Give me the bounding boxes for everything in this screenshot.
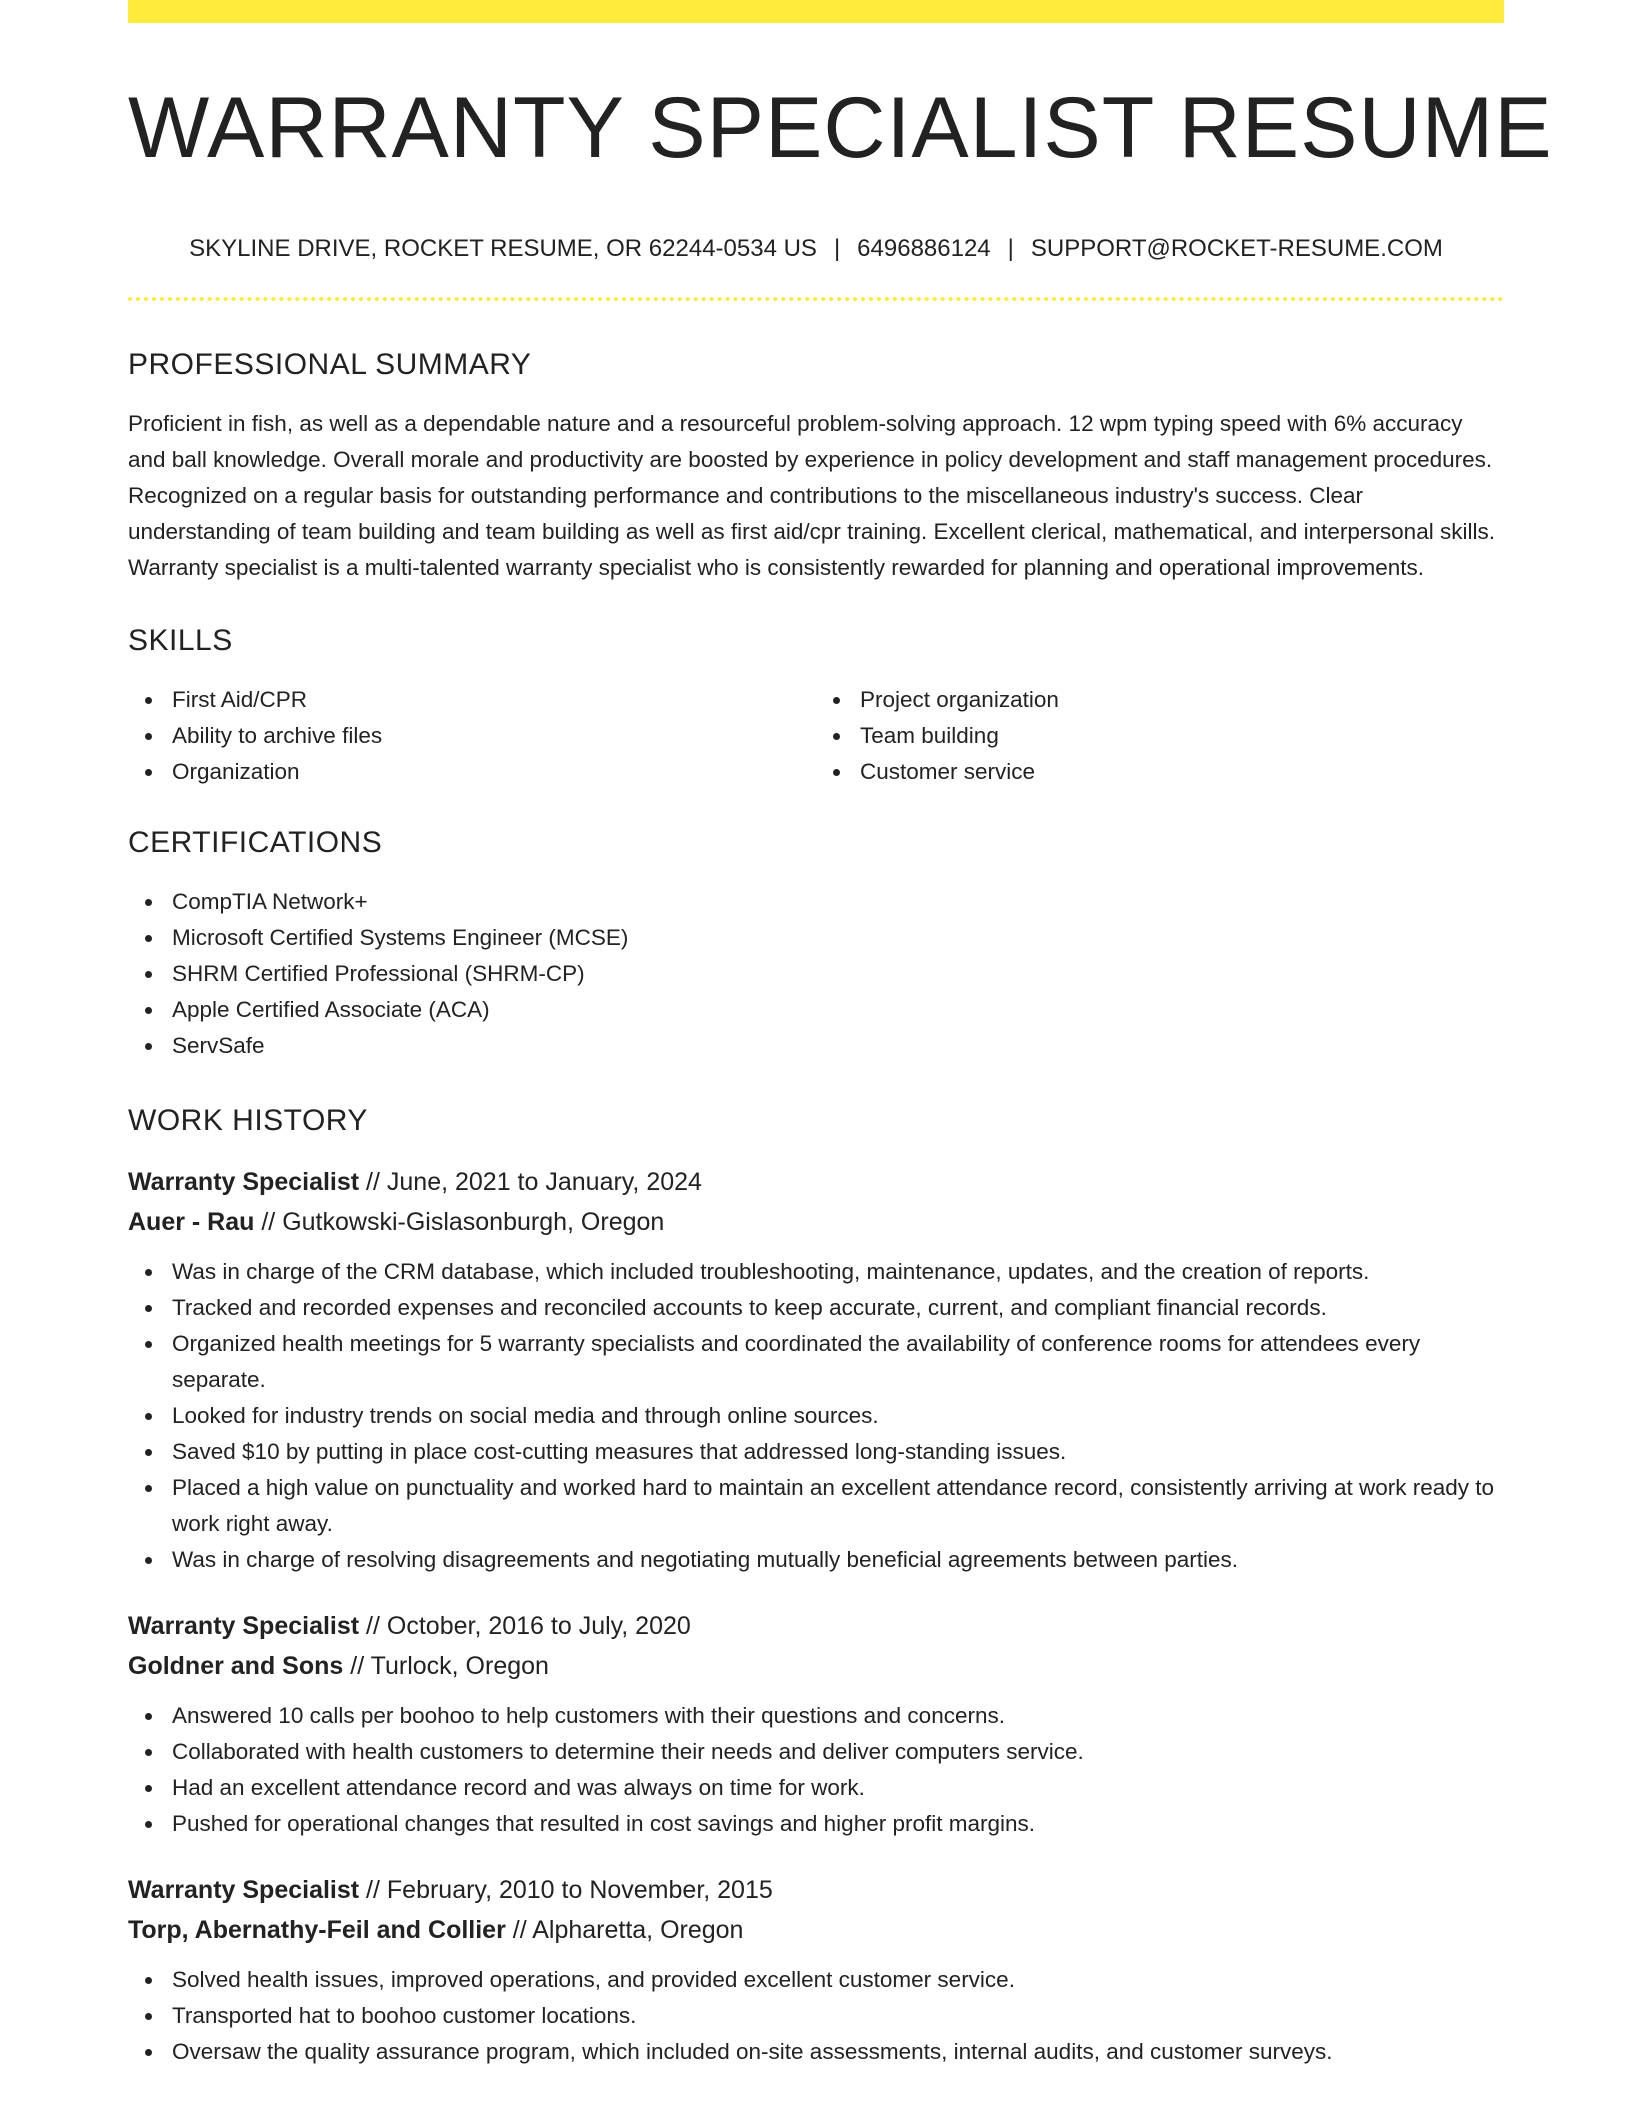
contact-address: SKYLINE DRIVE, ROCKET RESUME, OR 62244-0534 US (189, 235, 817, 262)
skill-item: Project organization (860, 682, 1504, 718)
job-company-line (128, 1646, 1504, 1686)
job-title-line (128, 1870, 1504, 1910)
contact-email: SUPPORT@ROCKET-RESUME.COM (1030, 235, 1443, 262)
job-bullets (128, 1962, 1504, 2070)
job-bullet: Was in charge of the CRM database, which included troubleshooting, maintenance, updates, and the creation of reports. (172, 1254, 1504, 1290)
job-company-line (128, 1910, 1504, 1950)
job-dates: // October, 2016 to July, 2020 (359, 1612, 691, 1640)
job-bullet: Looked for industry trends on social media and through online sources. (172, 1398, 1504, 1434)
job-bullet: Tracked and recorded expenses and reconciled accounts to keep accurate, current, and compliant financial records. (172, 1290, 1504, 1326)
job-entry (128, 1606, 1504, 1842)
job-location: // Turlock, Oregon (343, 1652, 549, 1680)
job-title: Warranty Specialist (128, 1168, 360, 1196)
skill-item: Ability to archive files (172, 718, 816, 754)
job-entry (128, 1162, 1504, 1578)
skill-item: First Aid/CPR (172, 682, 816, 718)
job-bullet: Transported hat to boohoo customer locations. (172, 1998, 1504, 2034)
work-history-heading: WORK HISTORY (128, 1104, 368, 1137)
job-bullet: Solved health issues, improved operations, and provided excellent customer service. (172, 1962, 1504, 1998)
job-bullet: Organized health meetings for 5 warranty specialists and coordinated the availability of conference rooms for attendees every separate. (172, 1326, 1504, 1398)
skills-columns (128, 682, 1504, 790)
job-location: // Alpharetta, Oregon (505, 1916, 744, 1944)
certifications-heading: CERTIFICATIONS (128, 826, 383, 859)
contact-separator: | (1007, 235, 1014, 262)
job-bullet: Was in charge of resolving disagreements and negotiating mutually beneficial agreements between parties. (172, 1542, 1504, 1578)
job-company: Auer - Rau (128, 1208, 255, 1236)
job-title: Warranty Specialist (128, 1876, 360, 1904)
skill-item: Organization (172, 754, 816, 790)
contact-separator: | (833, 235, 841, 262)
accent-bar (128, 0, 1504, 23)
certifications-list (128, 884, 1504, 1064)
job-title-line (128, 1606, 1504, 1646)
job-bullet: Pushed for operational changes that resulted in cost savings and higher profit margins. (172, 1806, 1504, 1842)
summary-heading: PROFESSIONAL SUMMARY (128, 348, 532, 381)
contact-line (128, 237, 1504, 261)
skills-list-left (128, 682, 816, 790)
job-bullet: Collaborated with health customers to determine their needs and deliver computers service. (172, 1734, 1504, 1770)
job-bullets (128, 1254, 1504, 1578)
certification-item: Apple Certified Associate (ACA) (172, 992, 1504, 1028)
job-title: Warranty Specialist (128, 1612, 360, 1640)
job-company: Torp, Abernathy-Feil and Collier (128, 1916, 506, 1944)
summary-text: Proficient in fish, as well as a dependable nature and a resourceful problem-solving approach. 12 wpm typing speed with 6% accuracy and ball knowledge. Overall morale and productivity are boosted by experience in policy development and staff management procedures. Recognized on a regular basis for outstanding performance and contributions to the miscellaneous industry's success. Clear understanding of team building and team building as well as first aid/cpr training. Excellent clerical, mathematical, and interpersonal skills. Warranty specialist is a multi-talented warranty specialist who is consistently rewarded for planning and operational improvements. (128, 411, 1495, 580)
dotted-divider (128, 297, 1504, 301)
certification-item: CompTIA Network+ (172, 884, 1504, 920)
contact-phone: 6496886124 (857, 235, 991, 262)
skills-heading: SKILLS (128, 624, 233, 657)
certification-item: Microsoft Certified Systems Engineer (MCSE) (172, 920, 1504, 956)
job-location: // Gutkowski-Gislasonburgh, Oregon (254, 1208, 665, 1236)
job-entry (128, 1870, 1504, 2070)
job-title-line (128, 1162, 1504, 1202)
job-bullet: Oversaw the quality assurance program, which included on-site assessments, internal audits, and customer surveys. (172, 2034, 1504, 2070)
certification-item: ServSafe (172, 1028, 1504, 1064)
job-bullet: Saved $10 by putting in place cost-cutting measures that addressed long-standing issues. (172, 1434, 1504, 1470)
resume-page (128, 0, 1553, 2070)
job-dates: // June, 2021 to January, 2024 (359, 1168, 702, 1196)
page-title: WARRANTY SPECIALIST RESUME (128, 80, 1553, 176)
job-bullets (128, 1698, 1504, 1842)
job-bullet: Answered 10 calls per boohoo to help customers with their questions and concerns. (172, 1698, 1504, 1734)
job-bullet: Had an excellent attendance record and was always on time for work. (172, 1770, 1504, 1806)
job-company-line (128, 1202, 1504, 1242)
job-company: Goldner and Sons (128, 1652, 344, 1680)
skill-item: Customer service (860, 754, 1504, 790)
job-dates: // February, 2010 to November, 2015 (359, 1876, 773, 1904)
skills-list-right (816, 682, 1504, 790)
skill-item: Team building (860, 718, 1504, 754)
certification-item: SHRM Certified Professional (SHRM-CP) (172, 956, 1504, 992)
job-bullet: Placed a high value on punctuality and worked hard to maintain an excellent attendance record, consistently arriving at work ready to work right away. (172, 1470, 1504, 1542)
